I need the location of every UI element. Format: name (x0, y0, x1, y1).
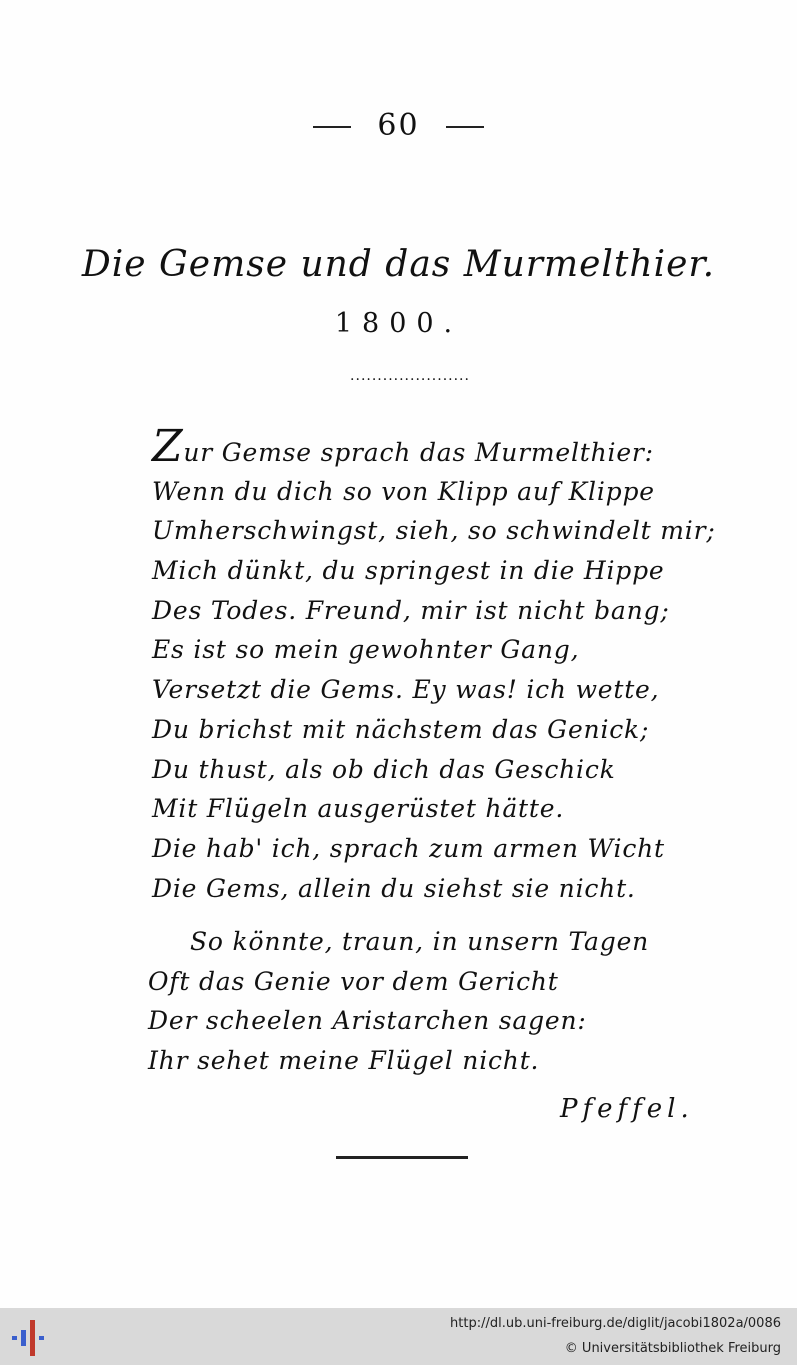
source-url[interactable]: http://dl.ub.uni-freiburg.de/diglit/jacobi1802a/0086 (450, 1316, 781, 1331)
poem-line (152, 421, 692, 472)
poem-line: So könnte, traun, in unsern Tagen (190, 927, 650, 956)
stanza-2 (148, 922, 688, 1081)
poem-line: Die Gems, allein du siehst sie nicht. (152, 873, 636, 903)
poem-line: Umherschwingst, sieh, so schwindelt mir; (152, 516, 716, 546)
poem-line: Ihr sehet meine Flügel nicht. (148, 1046, 540, 1076)
poem-line: Der scheelen Aristarchen sagen: (148, 1006, 587, 1036)
poem-line: Die hab' ich, sprach zum armen Wicht (152, 833, 665, 863)
author-signature: Pfeffel. (560, 1094, 694, 1124)
poem-line: Es ist so mein gewohnter Gang, (152, 635, 580, 665)
closing-rule (336, 1156, 468, 1159)
left-dash (313, 126, 351, 128)
first-line-rest: ur Gemse sprach das Murmelthier: (183, 438, 654, 467)
copyright-text: © Universitätsbibliothek Freiburg (564, 1341, 781, 1356)
drop-initial: Z (152, 421, 184, 472)
page-number: 60 (377, 108, 420, 143)
footer-bar (0, 1308, 797, 1365)
poem-title: Die Gemse und das Murmelthier. (81, 244, 716, 285)
poem-line: Mit Flügeln ausgerüstet hätte. (152, 794, 565, 824)
poem-line: Wenn du dich so von Klipp auf Klippe (152, 476, 655, 506)
right-dash (446, 126, 484, 128)
stanza-1 (152, 421, 716, 908)
poem-line: Du brichst mit nächstem das Genick; (152, 714, 650, 744)
poem-line: Oft das Genie vor dem Gericht (148, 966, 559, 996)
poem-line: Des Todes. Freund, mir ist nicht bang; (152, 595, 670, 625)
dotted-separator: ...................... (350, 368, 470, 384)
page-number-header (0, 108, 797, 143)
poem-line: Du thust, als ob dich das Geschick (152, 754, 616, 784)
poem-year: 1800. (334, 308, 463, 339)
poem-line: Mich dünkt, du springest in die Hippe (152, 556, 665, 586)
library-logo-icon[interactable] (10, 1318, 50, 1358)
poem-line: Versetzt die Gems. Ey was! ich wette, (152, 675, 660, 705)
